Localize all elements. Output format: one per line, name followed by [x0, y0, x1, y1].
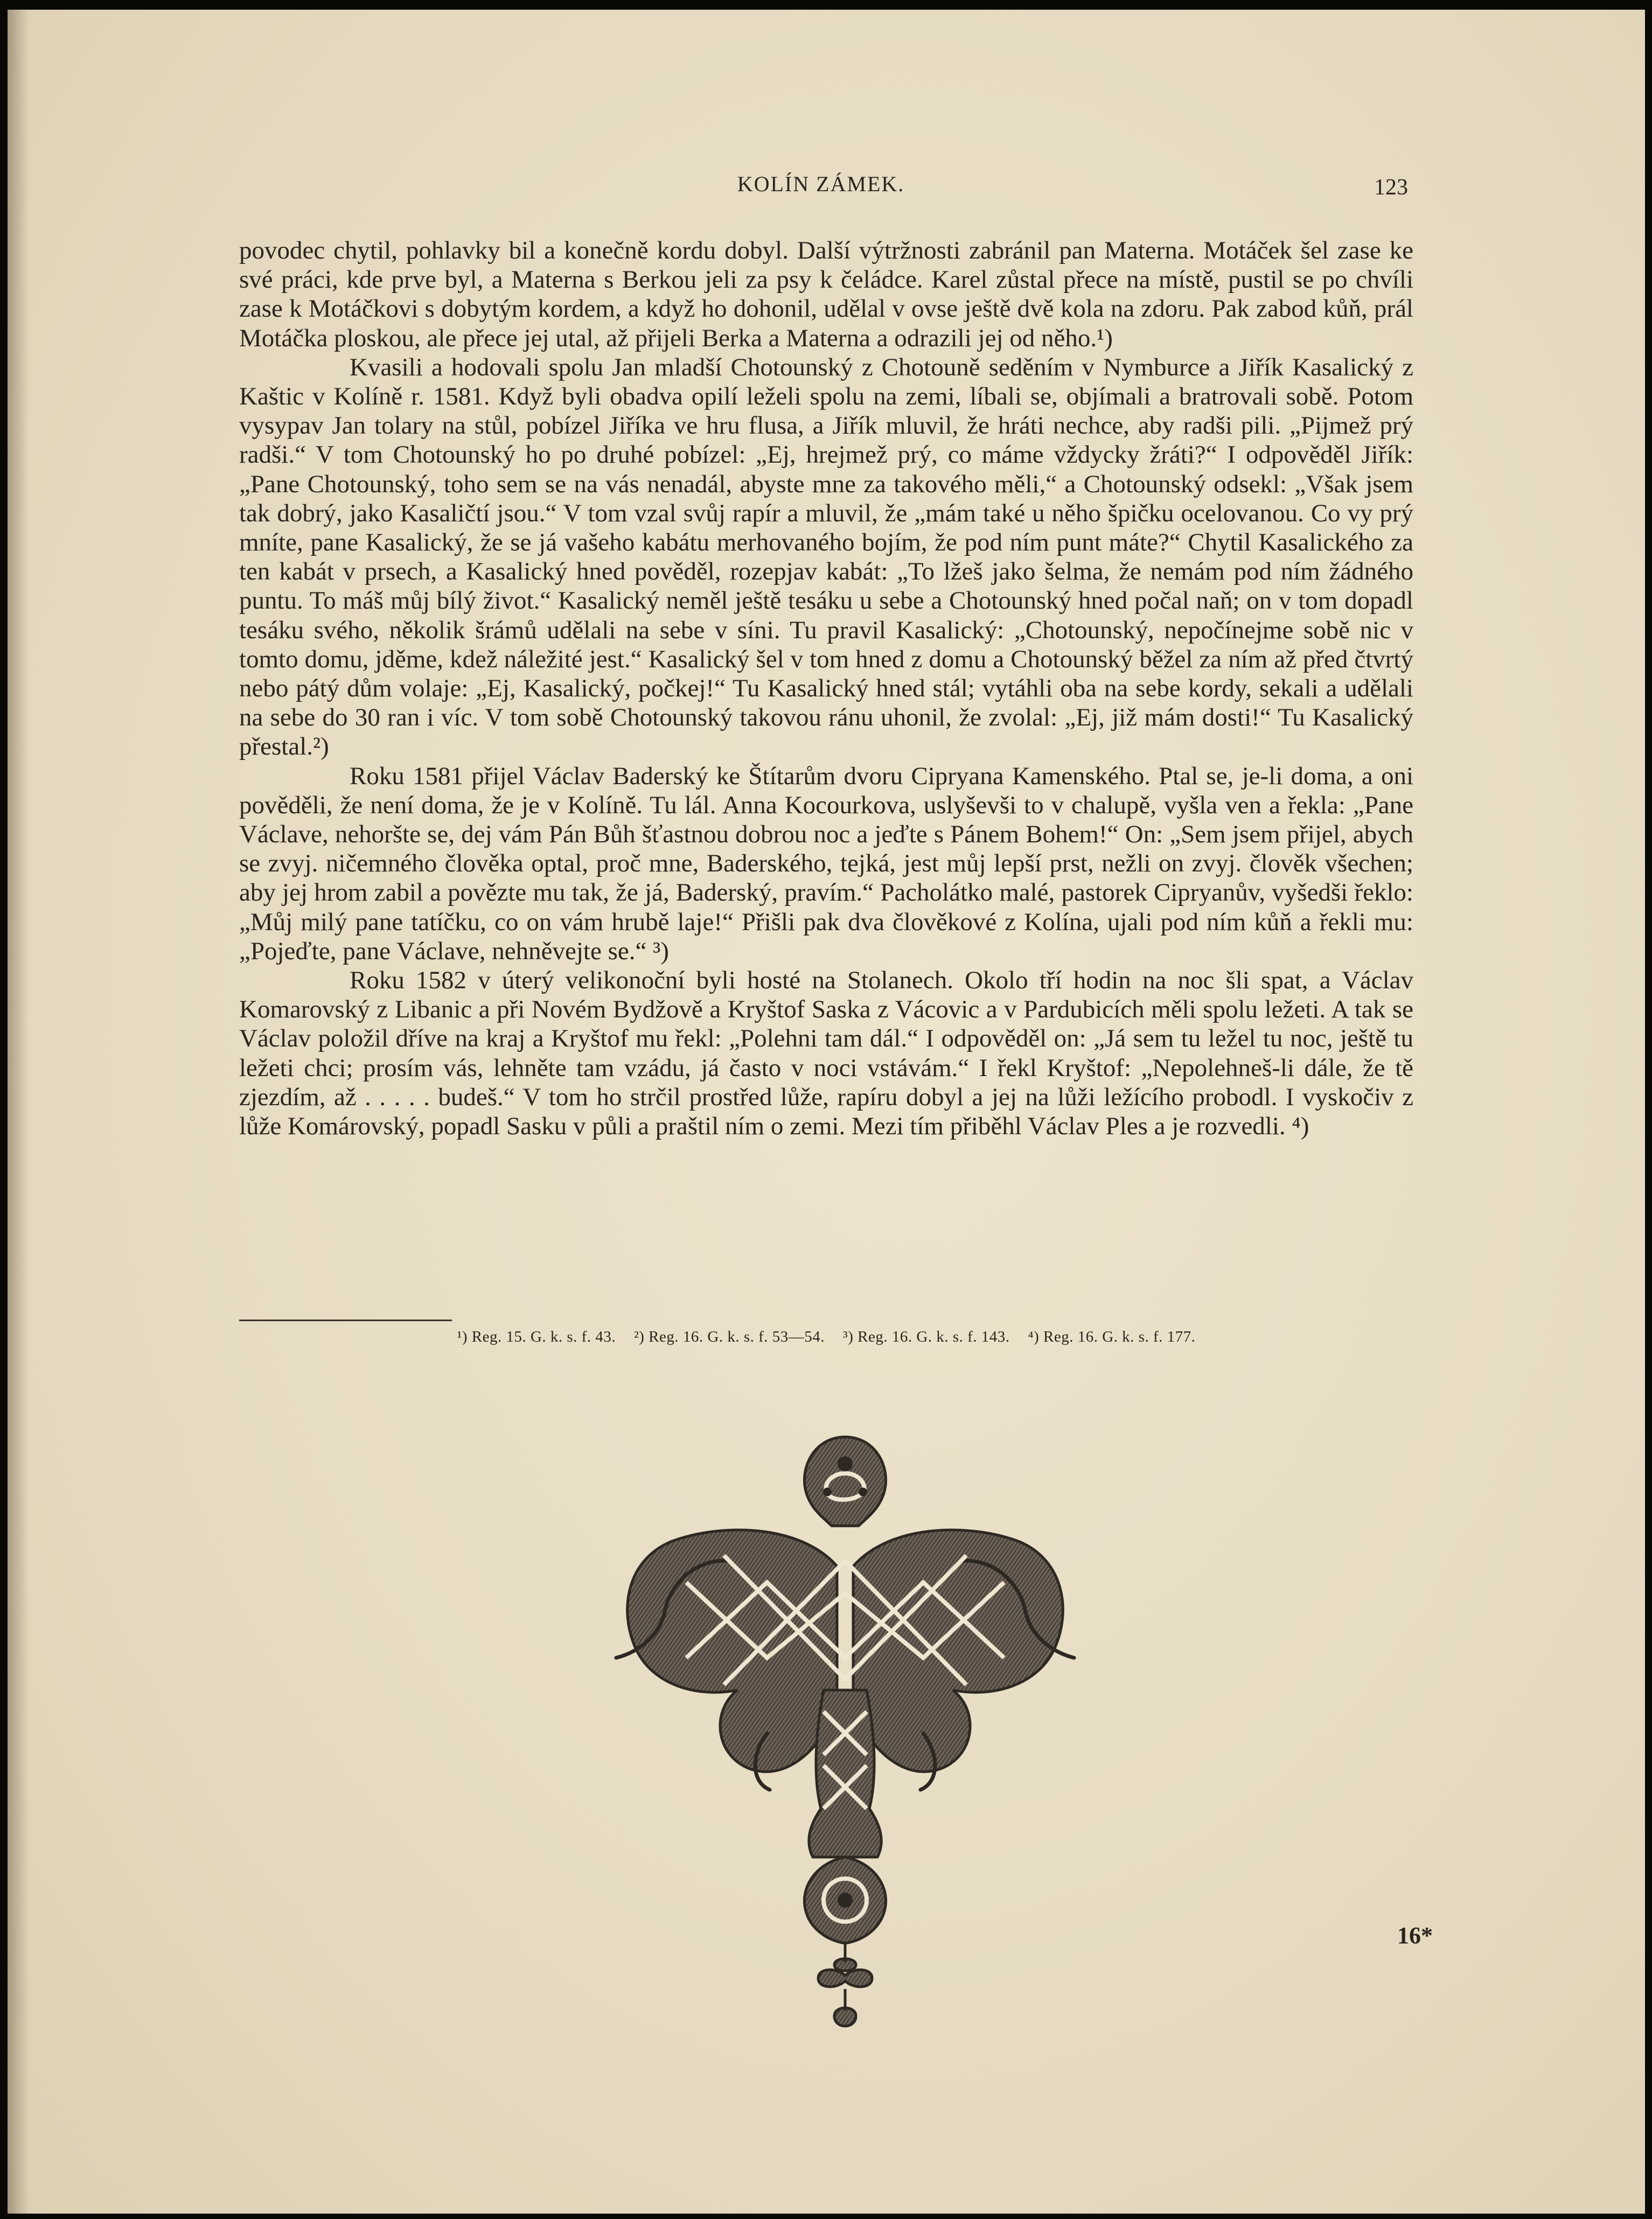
paragraph: Roku 1582 v úterý velikonoční byli hosté na Stolanech. Okolo tří hodin na noc šli spat, a Václav Komarovský z Libanic a při Novém Bydžově a Kryštof Saska z Vácovic a v Pardubicích měli spolu ležeti. A tak se Václav položil dříve na kraj a Kryštof mu řekl: „Polehni tam dál.“ I odpověděl on: „Já sem tu ležel tu noc, ještě tu ležeti chci; prosím vás, lehněte tam vzádu, já často v noci vstávám.“ I řekl Kryštof: „Nepolehneš-li dále, že tě zjezdím, až . . . . . budeš.“ V tom ho strčil prostřed lůže, rapíru dobyl a jej na lůži ležícího probodl. I vyskočiv z lůže Komárovský, popadl Sasku v půli a praštil ním o zemi. Mezi tím přiběhl Václav Ples a je rozvedli. ⁴): [239, 966, 1413, 1141]
page-header: [234, 171, 1408, 214]
paragraph: Kvasili a hodovali spolu Jan mladší Chotounský z Chotouně seděním v Nymburce a Jiřík Kasalický z Kaštic v Kolíně r. 1581. Když byli obadva opilí leželi spolu na zemi, líbali se, objímali a bratrovali sobě. Potom vysypav Jan tolary na stůl, pobízel Jiříka ve hru flusa, a Jiřík mluvil, že hráti nechce, aby radši pili. „Pijmež prý radši.“ V tom Chotounský ho po druhé pobízel: „Ej, hrejmež prý, co máme vždycky žráti?“ I odpověděl Jiřík: „Pane Chotounský, toho sem se na vás nenadál, abyste mne za takového měli,“ a Chotounský odsekl: „Však jsem tak dobrý, jako Kasaličtí jsou.“ V tom vzal svůj rapír a mluvil, že „mám také u něho špičku ocelovanou. Co vy prý mníte, pane Kasalický, že se já vašeho kabátu merhovaného bojím, že pod ním punt máte?“ Chytil Kasalického za ten kabát v prsech, a Kasalický hned pověděl, rozepjav kabát: „To lžeš jako šelma, že nemám pod ním žádného puntu. To máš můj bílý život.“ Kasalický neměl ještě tesáku u sebe a Chotounský hned počal naň; on v tom dopadl tesáku svého, několik šrámů udělali na sebe v síni. Tu pravil Kasalický: „Chotounský, nepočínejme sobě nic v tomto domu, jděme, kdež náležité jest.“ Kasalický šel v tom hned z domu a Chotounský běžel za ním až před čtvrtý nebo pátý dům volaje: „Ej, Kasalický, počkej!“ Tu Kasalický hned stál; vytáhli oba na sebe kordy, sekali a udělali na sebe do 30 ran i víc. V tom sobě Chotounský takovou ránu uhonil, že zvolal: „Ej, již mám dosti!“ Tu Kasalický přestal.²): [239, 353, 1413, 761]
signature-mark: 16*: [1397, 1922, 1433, 1949]
celtic-knot-ornament-icon: [605, 1432, 1085, 2040]
footnote: ¹) Reg. 15. G. k. s. f. 43.: [457, 1328, 616, 1345]
footnote-rule: [239, 1320, 452, 1321]
footnote: ²) Reg. 16. G. k. s. f. 53—54.: [634, 1328, 825, 1345]
book-page: [8, 10, 1645, 2214]
paragraph: povodec chytil, pohlavky bil a konečně kordu dobyl. Další výtržnosti zabránil pan Materna. Motáček šel zase ke své práci, kde prve byl, a Materna s Berkou jeli za psy k čeládce. Karel zůstal přece na místě, pustil se po chvíli zase k Motáčkovi s dobytým kordem, a když ho dohonil, udělal v ovse ještě dvě kola na zdoru. Pak zabod kůň, prál Motáčka ploskou, ale přece jej utal, až přijeli Berka a Materna a odrazili jej od něho.¹): [239, 236, 1413, 352]
footnotes: [239, 1328, 1413, 1346]
body-text: [239, 236, 1413, 1141]
page-number: 123: [1374, 175, 1408, 200]
gutter-shadow: [8, 10, 29, 2214]
running-title: KOLÍN ZÁMEK.: [737, 172, 905, 196]
footnote: ⁴) Reg. 16. G. k. s. f. 177.: [1028, 1328, 1196, 1345]
paragraph: Roku 1581 přijel Václav Baderský ke Štítarům dvoru Cipryana Kamenského. Ptal se, je-li doma, a oni pověděli, že není doma, že je v Kolíně. Tu lál. Anna Kocourkova, uslyševši to v chalupě, vyšla ven a řekla: „Pane Václave, nehoršte se, dej vám Pán Bůh šťastnou dobrou noc a jeďte s Pánem Bohem!“ On: „Sem jsem přijel, abych se zvyj. ničemného člověka optal, proč mne, Baderského, tejká, jest můj lepší prst, nežli on zvyj. člověk všechen; aby jej hrom zabil a povězte mu tak, že já, Baderský, pravím.“ Pacholátko malé, pastorek Cipryanův, vyšedši řeklo: „Můj milý pane tatíčku, co on vám hrubě laje!“ Přišli pak dva člověkové z Kolína, ujali pod ním kůň a řekli mu: „Pojeďte, pane Václave, nehněvejte se.“ ³): [239, 762, 1413, 965]
footnote: ³) Reg. 16. G. k. s. f. 143.: [843, 1328, 1010, 1345]
